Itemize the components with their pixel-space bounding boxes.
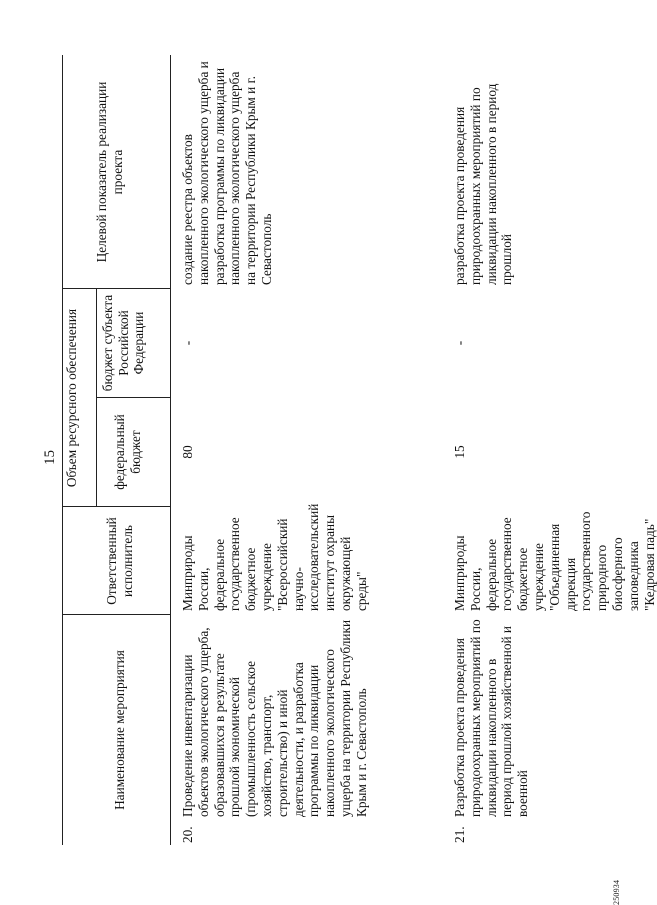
table-top-rule [62,55,63,845]
header-executor: Ответственный исполнитель [104,517,135,605]
row-21-target: разработка проекта проведения природоохранных мероприятий по ликвидации накопленного в период прошлой [452,83,515,285]
row-21-federal: 15 [452,445,467,459]
header-target: Целевой показатель реализации проекта [94,81,125,263]
col-divider-4 [62,288,171,289]
row-20-target: создание реестра объектов накопленного экологического ущерба и разработка программы по ликвидации накопленного экологического ущерба на территории Республики Крым и г. Севастополь [180,61,274,285]
row-21-executor: Минприроды России, федеральное государственное бюджетное учреждение "Объединенная дирекция государственного природного биосферного заповедника "Кедровая падь" [452,511,657,611]
row-20-regional: - [180,340,195,346]
row-20-executor: Минприроды России, федеральное государственное бюджетное учреждение "Всероссийский научно-исследовательский институт охраны окружающей среды" [180,503,369,611]
header-resources: Объем ресурсного обеспечения [64,308,79,488]
header-federal: федеральный бюджет [112,414,143,490]
row-20-number: 20. [180,826,195,843]
col-divider-1 [62,614,171,615]
row-20-name: Проведение инвентаризации объектов экологического ущерба, образовавшихся в результате прошлой экономической (промышленность сельское хозяйство, транспорт, строительство) и иной деятельности, и разработка программы по ликвидации накопленного экологического ущерба на территории Республики Крым и г. Севастополь [180,619,369,817]
row-21-regional: - [452,340,467,346]
header-regional: бюджет субъекта Российской Федерации [100,294,147,392]
page-number: 15 [42,450,58,465]
col-divider-3 [96,397,171,398]
resources-split-rule [96,289,97,507]
row-21-name: Разработка проекта проведения природоохранных мероприятий по ликвидации накопленного в период прошлой хозяйственной и военной [452,619,531,817]
header-name: Наименование мероприятия [112,650,127,810]
row-20-federal: 80 [180,445,195,459]
document-id: 250934 [612,879,621,905]
col-divider-2 [62,506,171,507]
row-21-number: 21. [452,826,467,843]
header-bottom-rule [170,55,171,845]
